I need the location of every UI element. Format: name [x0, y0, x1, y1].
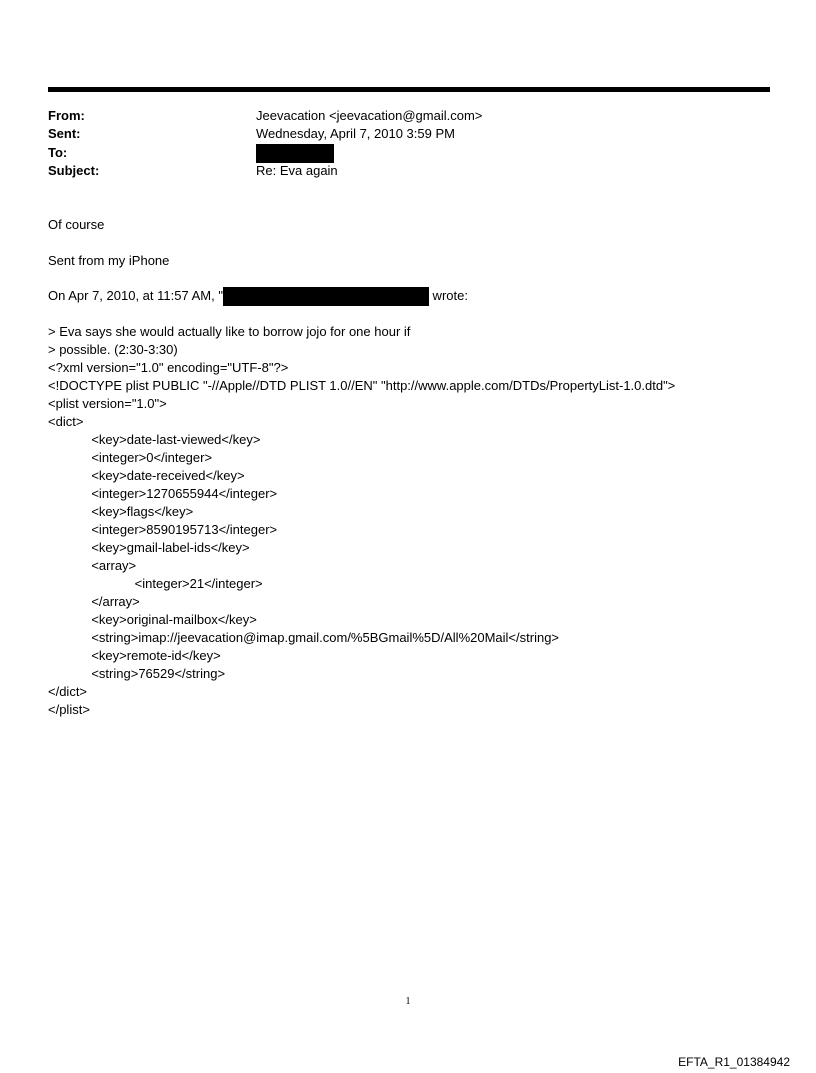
quote-line: > Eva says she would actually like to borrow jojo for one hour if — [48, 324, 411, 339]
quote-line: > possible. (2:30-3:30) — [48, 342, 178, 357]
xml-line: <integer>21</integer> — [48, 576, 263, 591]
body-line-wrote — [48, 287, 468, 305]
to-label: To: — [48, 145, 68, 160]
from-label: From: — [48, 108, 85, 123]
xml-line: <!DOCTYPE plist PUBLIC "-//Apple//DTD PLIST 1.0//EN" "http://www.apple.com/DTDs/PropertyList-1.0.dtd"> — [48, 378, 676, 393]
xml-line: <key>gmail-label-ids</key> — [48, 540, 250, 555]
xml-line: <?xml version="1.0" encoding="UTF-8"?> — [48, 360, 289, 375]
to-redaction — [256, 144, 334, 163]
xml-line: </array> — [48, 594, 140, 609]
xml-line: <string>imap://jeevacation@imap.gmail.com/%5BGmail%5D/All%20Mail</string> — [48, 630, 560, 645]
sender-redaction — [223, 287, 429, 306]
xml-line: <integer>8590195713</integer> — [48, 522, 278, 537]
xml-line: <integer>0</integer> — [48, 450, 213, 465]
xml-line: <key>date-last-viewed</key> — [48, 432, 261, 447]
wrote-prefix: On Apr 7, 2010, at 11:57 AM, " — [48, 288, 223, 303]
body-line-of-course: Of course — [48, 217, 105, 232]
sent-label: Sent: — [48, 126, 81, 141]
xml-line: <key>original-mailbox</key> — [48, 612, 257, 627]
xml-line: <dict> — [48, 414, 84, 429]
to-value — [256, 144, 334, 163]
body-line-signature: Sent from my iPhone — [48, 253, 170, 268]
header-divider — [48, 87, 770, 92]
xml-line: <plist version="1.0"> — [48, 396, 167, 411]
bates-number: EFTA_R1_01384942 — [678, 1055, 790, 1069]
from-value: Jeevacation <jeevacation@gmail.com> — [256, 108, 483, 123]
wrote-suffix: wrote: — [428, 288, 468, 303]
xml-line: <array> — [48, 558, 137, 573]
xml-line: </plist> — [48, 702, 90, 717]
xml-line: <key>date-received</key> — [48, 468, 245, 483]
xml-line: <integer>1270655944</integer> — [48, 486, 278, 501]
subject-value: Re: Eva again — [256, 163, 338, 178]
xml-line: </dict> — [48, 684, 88, 699]
xml-line: <key>remote-id</key> — [48, 648, 221, 663]
xml-line: <key>flags</key> — [48, 504, 194, 519]
page-number: 1 — [405, 996, 411, 1007]
sent-value: Wednesday, April 7, 2010 3:59 PM — [256, 126, 455, 141]
subject-label: Subject: — [48, 163, 100, 178]
xml-line: <string>76529</string> — [48, 666, 226, 681]
